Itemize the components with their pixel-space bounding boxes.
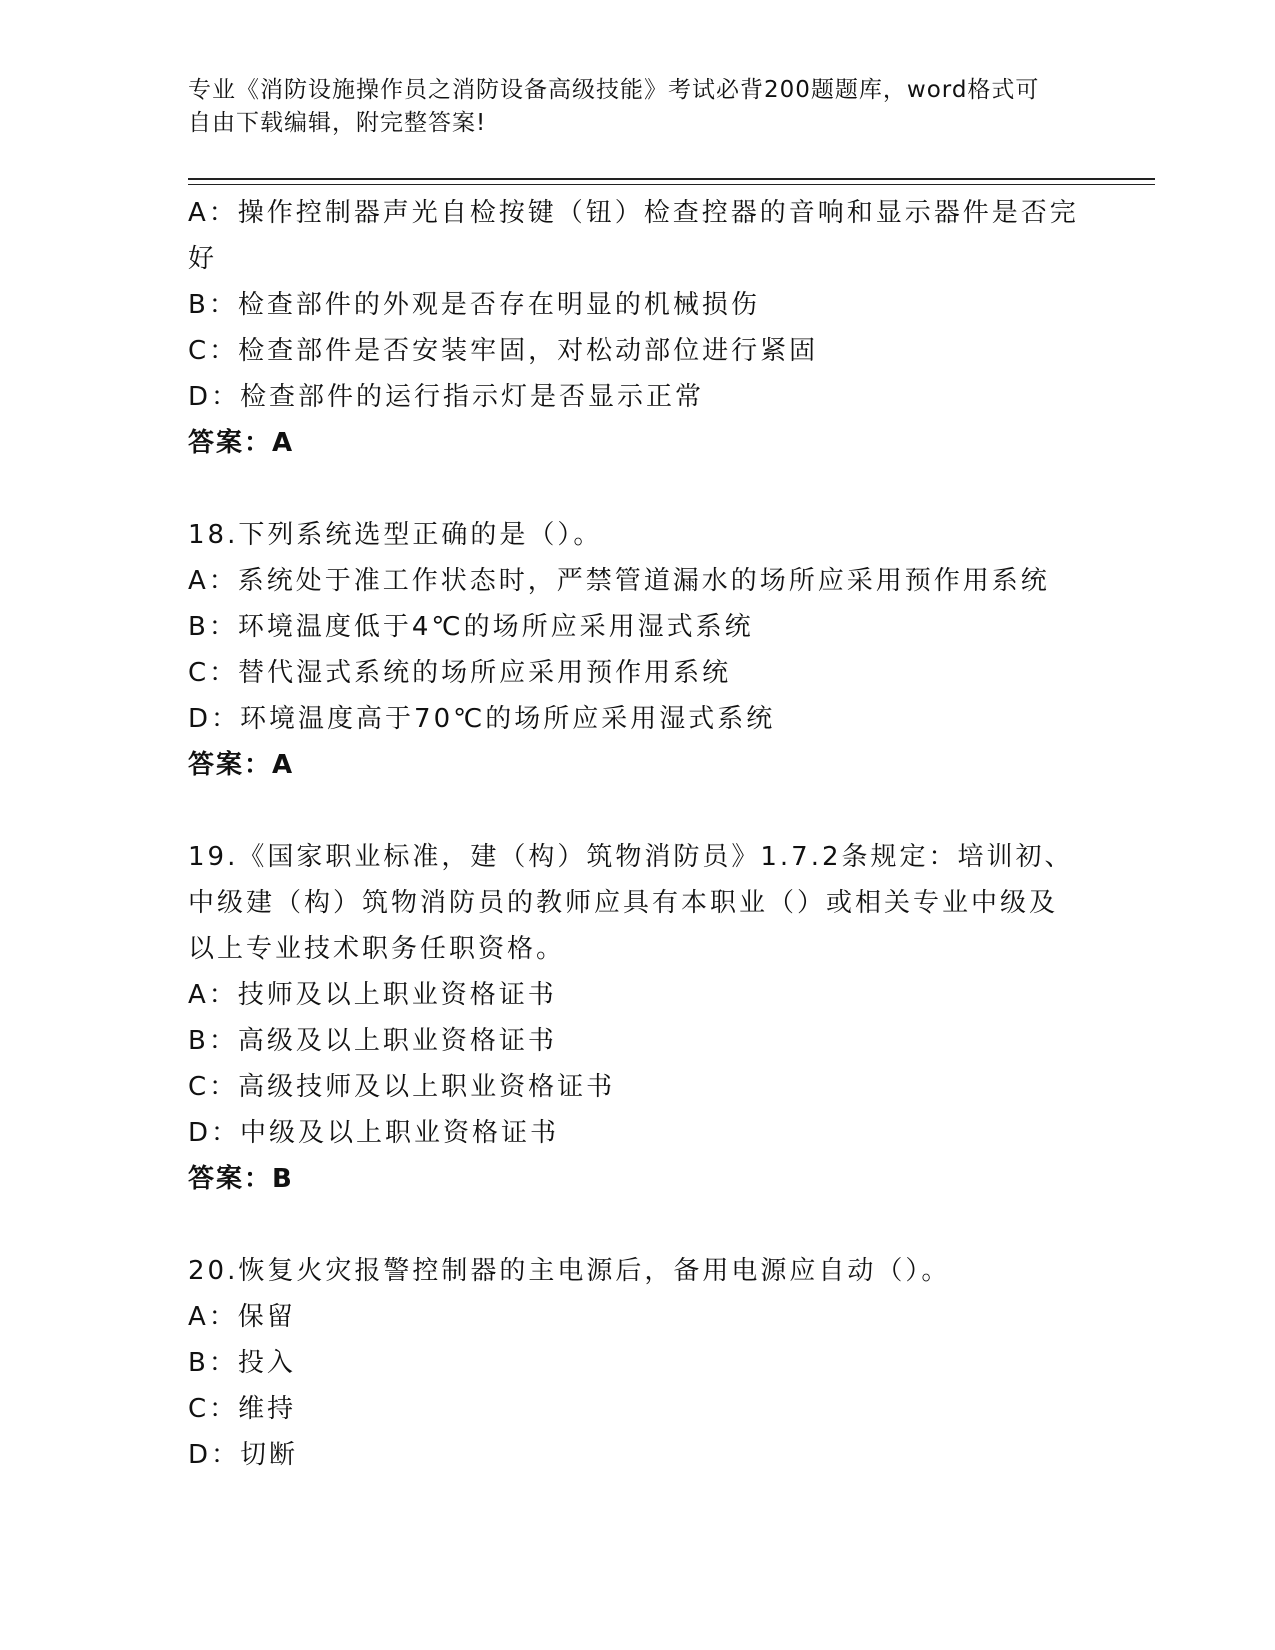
spacer [188, 466, 1088, 512]
q18-option-d: D：环境温度高于70℃的场所应采用湿式系统 [188, 704, 776, 734]
q19-stem-line-2: 中级建（构）筑物消防员的教师应具有本职业（）或相关专业中级及 [188, 888, 1059, 918]
q20-option-b: B：投入 [188, 1348, 296, 1378]
q20-option-d: D：切断 [188, 1440, 299, 1470]
header-divider-thick [188, 178, 1155, 180]
q18-option-b: B：环境温度低于4℃的场所应采用湿式系统 [188, 612, 754, 642]
q17-option-c: C：检查部件是否安装牢固，对松动部位进行紧固 [188, 336, 819, 366]
q17-answer: 答案：A [188, 428, 295, 458]
q17-option-a-cont: 好 [188, 244, 218, 274]
q19-answer: 答案：B [188, 1164, 294, 1194]
q19-option-b: B：高级及以上职业资格证书 [188, 1026, 557, 1056]
question-content [188, 190, 1088, 1478]
header-divider-thin [188, 184, 1155, 185]
q18-option-c: C：替代湿式系统的场所应采用预作用系统 [188, 658, 732, 688]
question-17 [188, 190, 1088, 466]
q18-option-a: A：系统处于准工作状态时，严禁管道漏水的场所应采用预作用系统 [188, 566, 1050, 596]
spacer [188, 788, 1088, 834]
q17-option-a: A：操作控制器声光自检按键（钮）检查控器的音响和显示器件是否完 [188, 198, 1079, 228]
header-line-1: 专业《消防设施操作员之消防设备高级技能》考试必背200题题库，word格式可 [188, 77, 1040, 103]
question-19 [188, 834, 1088, 1202]
q19-option-a: A：技师及以上职业资格证书 [188, 980, 557, 1010]
q19-stem-line-1: 19.《国家职业标准，建（构）筑物消防员》1.7.2条规定：培训初、 [188, 842, 1074, 872]
q19-option-d: D：中级及以上职业资格证书 [188, 1118, 560, 1148]
q17-option-b: B：检查部件的外观是否存在明显的机械损伤 [188, 290, 760, 320]
spacer [188, 1202, 1088, 1248]
q19-option-c: C：高级技师及以上职业资格证书 [188, 1072, 616, 1102]
question-18 [188, 512, 1088, 788]
q20-stem: 20.恢复火灾报警控制器的主电源后，备用电源应自动（）。 [188, 1256, 951, 1286]
document-header [188, 74, 1088, 140]
q18-answer: 答案：A [188, 750, 295, 780]
q19-stem-line-3: 以上专业技术职务任职资格。 [188, 934, 566, 964]
header-line-2: 自由下载编辑，附完整答案! [188, 110, 487, 136]
q20-option-a: A：保留 [188, 1302, 296, 1332]
q18-stem: 18.下列系统选型正确的是（）。 [188, 520, 603, 550]
q17-option-d: D：检查部件的运行指示灯是否显示正常 [188, 382, 705, 412]
q20-option-c: C：维持 [188, 1394, 297, 1424]
question-20 [188, 1248, 1088, 1478]
